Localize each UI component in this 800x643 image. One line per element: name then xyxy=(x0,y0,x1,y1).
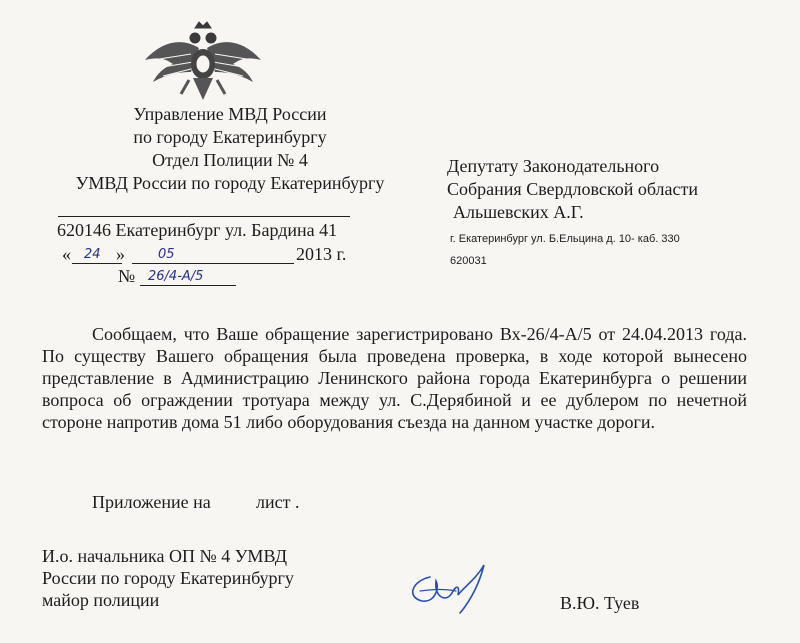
number-rule xyxy=(140,285,236,286)
recipient-line1: Депутату Законодательного xyxy=(447,156,660,176)
letter-body xyxy=(42,323,747,433)
date-close-quote: » xyxy=(116,244,125,264)
attachment-suffix: лист . xyxy=(256,492,300,512)
date-day-rule xyxy=(72,263,122,264)
recipient-name: Альшевских А.Г. xyxy=(453,202,584,222)
sender-org-line4: УМВД России по городу Екатеринбургу xyxy=(75,173,385,193)
date-day: 24 xyxy=(84,247,101,262)
address-rule xyxy=(58,216,350,217)
sender-address: 620146 Екатеринбург ул. Бардина 41 xyxy=(57,220,338,240)
attachment-label: Приложение на xyxy=(92,492,211,512)
date-open-quote: « xyxy=(62,244,71,264)
date-month-rule xyxy=(132,263,294,264)
recipient-line2: Собрания Свердловской области xyxy=(447,179,699,199)
recipient-block xyxy=(447,155,698,224)
signer-title-block xyxy=(42,545,294,611)
signer-title-line1: И.о. начальника ОП № 4 УМВД xyxy=(42,546,288,566)
sender-org-line1: Управление МВД России xyxy=(133,104,327,124)
handwritten-signature xyxy=(400,555,510,617)
recipient-address-block xyxy=(450,228,680,272)
date-month: 05 xyxy=(158,247,175,262)
outgoing-number: 26/4-А/5 xyxy=(148,269,204,284)
signer-name: В.Ю. Туев xyxy=(560,593,640,613)
eagle-emblem-icon xyxy=(143,20,263,102)
recipient-postcode: 620031 xyxy=(450,255,487,267)
sender-org-line3: Отдел Полиции № 4 xyxy=(152,150,308,170)
recipient-address: г. Екатеринбург ул. Б.Ельцина д. 10- каб. 330 xyxy=(450,233,680,245)
signer-title-line3: майор полиции xyxy=(42,590,160,610)
date-year: 2013 г. xyxy=(296,244,347,264)
body-paragraph: Сообщаем, что Ваше обращение зарегистрировано Вх-26/4-А/5 от 24.04.2013 года. По существу Вашего обращения была проведена проверка, в ходе которой вынесено представление в Администрацию Ленинского района города Екатеринбурга о решении вопроса об ограждении тротуара между ул. С.Дерябиной и ее дублером по нечетной стороне напротив дома 51 либо оборудования съезда на данном участке дороги. xyxy=(42,324,747,432)
number-prefix: № xyxy=(118,266,136,286)
sender-org-line2: по городу Екатеринбургу xyxy=(133,127,327,147)
sender-block xyxy=(40,103,420,195)
signer-title-line2: России по городу Екатеринбургу xyxy=(42,568,294,588)
